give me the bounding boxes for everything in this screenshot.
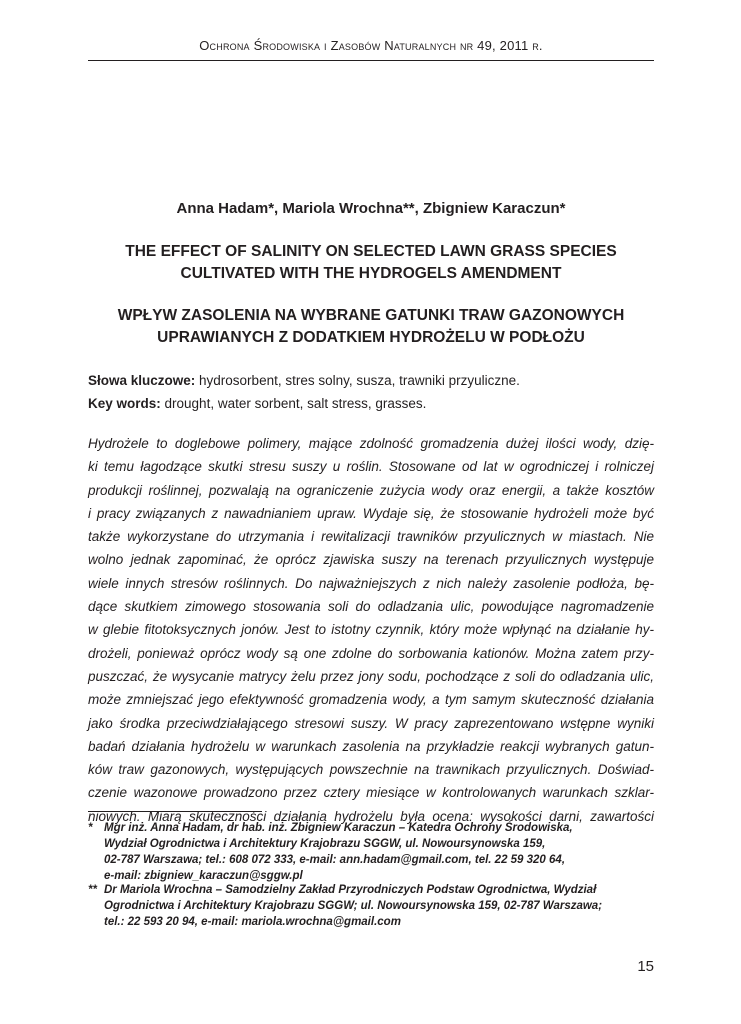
title-english-line-2: CULTIVATED WITH THE HYDROGELS AMENDMENT <box>180 265 562 282</box>
abstract-line: niowych. Miarą skuteczności działania hydrożelu była ocena: wysokości darni, zawartości <box>88 808 654 824</box>
footnote-text: Mgr inż. Anna Hadam, dr hab. inż. Zbigniew Karaczun – Katedra Ochrony Środowiska, Wydział Ogrodnictwa i Architektury Krajobrazu SGGW, ul. Nowoursynowska 159, 02-787 Warszawa; tel.: 608 072 333, e-mail: ann.hadam@gmail.com, tel. 22 59 320 64, e-mail: zbigniew_karaczun@sggw.pl <box>104 822 573 882</box>
title-polish <box>88 305 654 349</box>
footnote-marker: * <box>88 822 93 834</box>
keywords-polish-label: Słowa kluczowe: <box>88 373 196 388</box>
abstract-line: może zmniejszać jego efektywność gromadzenia wody, a tym samym skuteczność działania <box>88 692 654 708</box>
abstract-line: i pracy związanych z nawadnianiem upraw. Wydaje się, że stosowanie hydrożeli może być <box>88 505 654 521</box>
footnote-divider <box>88 811 262 812</box>
abstract-line: puszczać, że wysycanie matrycy żelu przez jony sodu, pochodzące z soli do odladzania ulic, <box>88 668 654 684</box>
author-list: Anna Hadam*, Mariola Wrochna**, Zbigniew Karaczun* <box>176 200 566 217</box>
abstract-line: czenie wazonowe prowadzono przez cztery miesiące w kontrolowanych warunkach szklar- <box>88 785 654 801</box>
abstract <box>88 432 654 828</box>
abstract-line: także wykorzystane do utrzymania i rewitalizacji trawników przyulicznych w miastach. Nie <box>88 529 654 545</box>
abstract-line: drożeli, ponieważ oprócz wody są one zdolne do sorbowania kationów. Można zatem przy- <box>88 645 654 661</box>
footnote-affiliation-1 <box>88 820 654 884</box>
title-polish-line-2: UPRAWIANYCH Z DODATKIEM HYDROŻELU W PODŁOŻU <box>157 329 585 346</box>
keywords-polish-text: hydrosorbent, stres solny, susza, trawniki przyuliczne. <box>195 373 520 388</box>
abstract-line: badań działania hydrożelu w warunkach zasolenia na przykładzie reakcji wybranych gatun- <box>88 738 654 754</box>
header-divider <box>88 60 654 61</box>
keywords-polish <box>88 373 654 388</box>
page-number: 15 <box>637 958 654 975</box>
keywords-english <box>88 396 654 411</box>
keywords-english-text: drought, water sorbent, salt stress, grasses. <box>160 396 427 411</box>
abstract-line: ki temu łagodzące skutki stresu suszy u roślin. Stosowane od lat w ogrodniczej i rolniczej <box>88 459 654 475</box>
footnote-affiliation-2 <box>88 882 654 930</box>
abstract-line: produkcji roślinnej, pozwalają na ograniczenie zużycia wody oraz energii, a także kosztów <box>88 482 654 498</box>
running-header: Ochrona Środowiska i Zasobów Naturalnych nr 49, 2011 r. <box>199 38 543 53</box>
abstract-line: wiele innych stresów roślinnych. Do najważniejszych z nich należy zasolenie podłoża, bę- <box>88 575 654 591</box>
abstract-line: wolno jednak zapominać, że oprócz zjawiska suszy na terenach przyulicznych występuje <box>88 552 654 568</box>
title-english-line-1: THE EFFECT OF SALINITY ON SELECTED LAWN GRASS SPECIES <box>125 243 617 260</box>
abstract-line: jako środka przeciwdziałającego stresowi suszy. W pracy zaprezentowano wstępne wyniki <box>88 715 654 731</box>
title-polish-line-1: WPŁYW ZASOLENIA NA WYBRANE GATUNKI TRAW GAZONOWYCH <box>117 307 625 324</box>
keywords-english-label: Key words: <box>88 396 161 411</box>
footnote-marker: ** <box>88 884 97 896</box>
abstract-line: ków traw gazonowych, występujących powszechnie na trawnikach przyulicznych. Doświad- <box>88 762 654 778</box>
abstract-line: Hydrożele to doglebowe polimery, mające zdolność gromadzenia dużej ilości wody, dzię- <box>88 436 654 451</box>
title-english <box>88 241 654 285</box>
abstract-line: dące skutkiem zimowego stosowania soli do odladzania ulic, powodujące nagromadzenie <box>88 599 654 615</box>
footnote-text: Dr Mariola Wrochna – Samodzielny Zakład Przyrodniczych Podstaw Ogrodnictwa, Wydział Ogrodnictwa i Architektury Krajobrazu SGGW; ul. Nowoursynowska 159, 02-787 Warszawa; tel.: 22 593 20 94, e-mail: mariola.wrochna@gmail.com <box>104 884 603 928</box>
abstract-line: w glebie fitotoksycznych jonów. Jest to istotny czynnik, który może wpłynąć na działanie hy- <box>88 622 654 638</box>
